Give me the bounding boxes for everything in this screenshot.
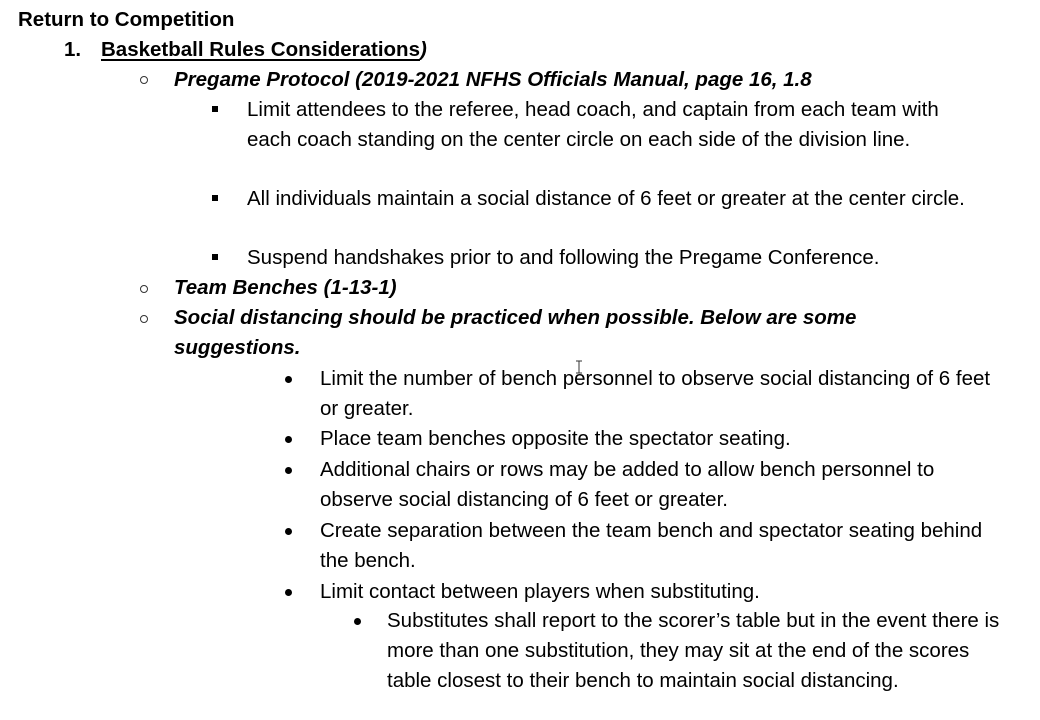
section-number: 1. <box>64 38 82 61</box>
dot-bullet-icon <box>285 589 292 596</box>
pregame-item: All individuals maintain a social distance of 6 feet or greater at the center circle. <box>247 187 965 210</box>
social-subitem: Substitutes shall report to the scorer’s table but in the event there is more than one substitution, they may sit at the end of the scores table closest to their bench to maintain social distancing. <box>387 609 1000 692</box>
pregame-item: Limit attendees to the referee, head coach, and captain from each team with each coach standing on the center circle on each side of the division line. <box>247 98 939 151</box>
social-item: Limit the number of bench personnel to observe social distancing of 6 feet or greater. <box>320 367 991 420</box>
circle-bullet-icon <box>140 285 148 293</box>
section-heading-trail: ) <box>419 38 427 61</box>
document-title: Return to Competition <box>18 8 235 31</box>
team-benches-heading: Team Benches (1-13-1) <box>174 276 397 299</box>
social-item: Limit contact between players when substituting. <box>320 580 760 603</box>
social-heading: Social distancing should be practiced when possible. Below are some suggestions. <box>174 306 857 359</box>
circle-bullet-icon <box>140 315 148 323</box>
square-bullet-icon <box>212 195 218 201</box>
dot-bullet-icon <box>354 618 361 625</box>
square-bullet-icon <box>212 106 218 112</box>
social-item: Place team benches opposite the spectator seating. <box>320 427 791 450</box>
pregame-heading: Pregame Protocol (2019-2021 NFHS Officials Manual, page 16, 1.8 <box>174 68 812 91</box>
text-cursor-icon <box>575 360 583 374</box>
circle-bullet-icon <box>140 76 148 84</box>
section-heading <box>101 35 427 65</box>
square-bullet-icon <box>212 254 218 260</box>
pregame-item: Suspend handshakes prior to and following the Pregame Conference. <box>247 246 880 269</box>
dot-bullet-icon <box>285 436 292 443</box>
dot-bullet-icon <box>285 528 292 535</box>
social-item: Additional chairs or rows may be added to allow bench personnel to observe social distancing of 6 feet or greater. <box>320 458 935 511</box>
section-heading-text: Basketball Rules Considerations <box>101 38 420 61</box>
social-item: Create separation between the team bench and spectator seating behind the bench. <box>320 519 983 572</box>
dot-bullet-icon <box>285 467 292 474</box>
dot-bullet-icon <box>285 376 292 383</box>
